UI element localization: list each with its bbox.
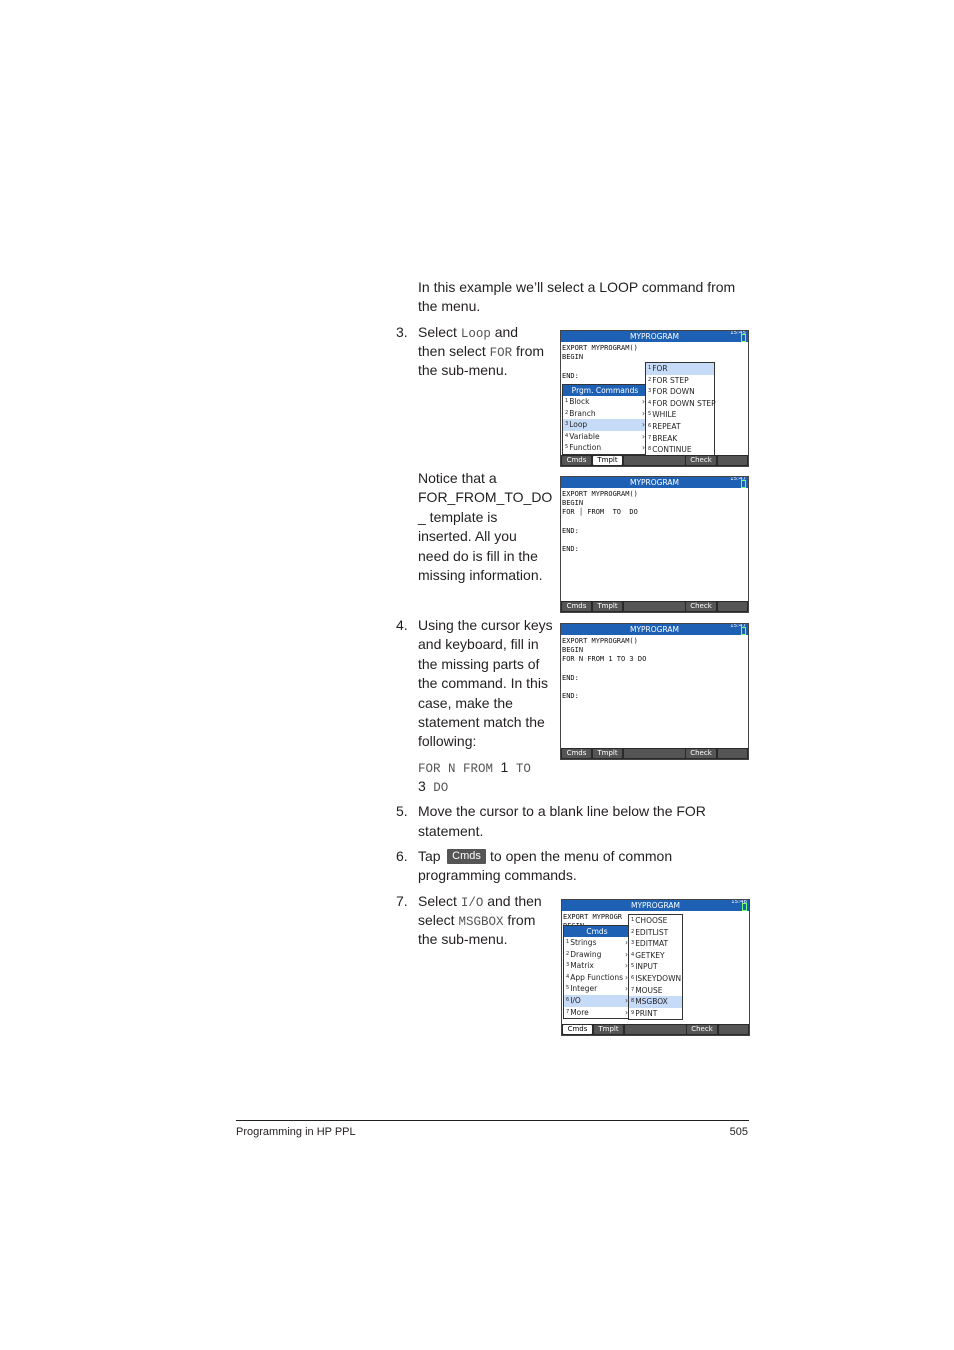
clock-readout: 15:45: [730, 330, 746, 336]
step-7-line-3: the sub-menu.: [418, 931, 508, 947]
menu-item-number: 2: [565, 409, 569, 416]
menu-item-label: Variable: [569, 431, 600, 441]
command-menu: [562, 384, 648, 455]
sub-menu-item[interactable]: [629, 927, 682, 939]
step-3-line-2: then select FOR from: [418, 343, 545, 360]
sub-menu-item-number: 1: [648, 365, 652, 371]
notice-line: need do is fill in the: [418, 547, 538, 564]
sub-menu-item[interactable]: [646, 375, 714, 387]
sub-menu-item[interactable]: [629, 985, 682, 997]
sub-menu-item[interactable]: [646, 386, 714, 398]
sub-menu-item-label: MOUSE: [635, 985, 663, 995]
menu-item[interactable]: [564, 1007, 630, 1019]
chevron-right-icon: ›: [625, 1007, 628, 1017]
sub-menu-item[interactable]: [629, 915, 682, 927]
menu-item-label: Function: [569, 443, 602, 453]
menu-item-label: Integer: [570, 984, 598, 994]
chevron-right-icon: ›: [642, 408, 645, 418]
sub-menu-item-label: FOR: [652, 364, 668, 373]
sub-menu-item-number: 5: [648, 411, 652, 418]
sub-menu-item-number: 8: [631, 998, 635, 1005]
menu-item[interactable]: [564, 995, 630, 1007]
sub-menu-item-label: GETKEY: [635, 950, 665, 960]
sub-menu-item-label: ISKEYDOWN: [635, 973, 682, 983]
sub-menu-item-number: 9: [631, 1009, 635, 1016]
soft-key-4[interactable]: Check: [686, 456, 716, 465]
command-menu: [563, 925, 631, 1019]
code-line: BEGIN: [562, 499, 584, 508]
calculator-screen-for-template: [560, 476, 749, 613]
menu-item-number: 3: [565, 421, 569, 428]
battery-icon: [741, 480, 746, 488]
sub-menu-item-number: 8: [648, 446, 652, 453]
sub-menu-item-label: FOR STEP: [652, 375, 689, 385]
step-4-line: case, make the: [418, 694, 513, 711]
step-4-line: Using the cursor keys: [418, 617, 553, 633]
notice-line: FOR_FROM_TO_DO: [418, 489, 553, 506]
code-line: END:: [562, 673, 579, 682]
code-line: END:: [562, 545, 579, 554]
code-line: EXPORT MYPROGRAM(): [562, 637, 638, 645]
sub-menu-item-number: 6: [648, 422, 652, 429]
soft-key-3[interactable]: [624, 456, 685, 465]
menu-item[interactable]: [563, 419, 647, 431]
step-7-number: 7.: [396, 893, 408, 909]
chevron-right-icon: ›: [642, 431, 645, 441]
soft-key-1[interactable]: Cmds: [563, 1025, 592, 1034]
menu-item-number: 2: [566, 950, 570, 957]
chevron-right-icon: ›: [625, 995, 628, 1005]
sub-menu-item-label: INPUT: [635, 962, 658, 972]
sub-menu-item-label: CONTINUE: [652, 445, 692, 455]
step-4-line: statement match the: [418, 714, 545, 730]
sub-menu-item-label: BREAK: [652, 433, 678, 443]
soft-key-bar: [561, 601, 748, 612]
soft-key-2[interactable]: Tmplt: [593, 749, 622, 758]
footer-left: Programming in HP PPL: [236, 1126, 356, 1138]
screen-title: MYPROGRAM: [561, 331, 748, 342]
soft-key-4[interactable]: Check: [687, 1025, 717, 1034]
step-4-code-line-2: 3 DO: [418, 778, 449, 795]
menu-title: Cmds: [564, 926, 630, 937]
sub-menu-item-number: 7: [631, 986, 635, 993]
menu-item-label: App Functions: [570, 972, 624, 982]
clock-readout: 15:47: [730, 476, 746, 482]
sub-menu-item[interactable]: [629, 938, 682, 950]
menu-title: Prgm. Commands: [563, 385, 647, 396]
soft-key-5[interactable]: [718, 749, 747, 758]
chevron-right-icon: ›: [625, 938, 628, 947]
calculator-screen-io-menu: [561, 899, 750, 1036]
code-line: BEGIN: [562, 646, 584, 655]
step-3-line-3: the sub-menu.: [418, 362, 508, 378]
sub-menu-item-label: EDITMAT: [635, 939, 669, 949]
chevron-right-icon: ›: [642, 420, 645, 430]
chevron-right-icon: ›: [625, 972, 628, 982]
footer-page-number: 505: [729, 1126, 748, 1138]
soft-key-2[interactable]: Tmplt: [593, 456, 622, 465]
sub-menu-item-label: EDITLIST: [635, 927, 669, 937]
step-3-number: 3.: [396, 324, 408, 340]
sub-menu-item-number: 3: [648, 388, 652, 395]
sub-menu-item-number: 4: [631, 951, 635, 958]
menu-item[interactable]: [564, 983, 630, 995]
clock-readout: 15:47: [730, 623, 746, 629]
sub-menu-item[interactable]: [629, 973, 682, 985]
sub-menu-item-label: FOR DOWN STEP: [652, 398, 716, 408]
sub-menu-item[interactable]: [646, 444, 714, 456]
menu-item[interactable]: [563, 396, 647, 408]
sub-menu-item[interactable]: [646, 433, 714, 445]
menu-item[interactable]: [564, 949, 630, 961]
sub-menu-item-number: 2: [631, 928, 635, 935]
menu-item-number: 4: [566, 973, 570, 980]
intro-line-1: In this example we’ll select a LOOP command from: [418, 279, 736, 295]
menu-item[interactable]: [564, 937, 630, 949]
sub-menu-item-label: PRINT: [635, 1008, 658, 1018]
cmds-button[interactable]: Cmds: [447, 849, 486, 864]
menu-item-number: 3: [566, 962, 570, 969]
calculator-screen-for-filled: [560, 623, 749, 760]
soft-key-bar: [561, 748, 748, 759]
code-line: BEGIN: [562, 353, 584, 362]
sub-menu-item-number: 6: [631, 974, 635, 981]
step-5-number: 5.: [396, 803, 408, 819]
menu-item-label: Block: [569, 397, 590, 406]
soft-key-1[interactable]: Cmds: [562, 456, 591, 465]
step-4-number: 4.: [396, 617, 408, 633]
battery-icon: [741, 334, 746, 342]
soft-key-5[interactable]: [718, 602, 747, 611]
menu-item-label: Matrix: [570, 961, 594, 971]
chevron-right-icon: ›: [625, 984, 628, 994]
step-6-line-1: to open the menu of common: [490, 848, 673, 864]
menu-item[interactable]: [563, 431, 647, 443]
sub-menu-item-number: 5: [631, 963, 635, 970]
step-4-line: and keyboard, fill in: [418, 636, 539, 653]
soft-key-1[interactable]: Cmds: [562, 602, 591, 611]
step-6-tap: Tap: [418, 848, 441, 864]
menu-item-label: More: [570, 1007, 589, 1017]
menu-item-number: 1: [566, 939, 570, 945]
step-4-line: the missing parts of: [418, 655, 540, 672]
step-7-line-2: select MSGBOX from: [418, 912, 536, 929]
chevron-right-icon: ›: [642, 397, 645, 406]
sub-menu: [628, 914, 683, 1020]
sub-menu-item[interactable]: [629, 996, 682, 1008]
soft-key-4[interactable]: Check: [686, 749, 716, 758]
chevron-right-icon: ›: [625, 961, 628, 971]
sub-menu-item-number: 4: [648, 399, 652, 406]
soft-key-4[interactable]: Check: [686, 602, 716, 611]
step-7-line-1: Select I/O and then: [418, 893, 542, 910]
clock-readout: 15:48: [731, 899, 747, 905]
soft-key-3[interactable]: [624, 749, 685, 758]
sub-menu: [645, 362, 715, 457]
soft-key-bar: [562, 1024, 749, 1035]
soft-key-2[interactable]: Tmplt: [593, 602, 622, 611]
calculator-screen-loop-menu: [560, 330, 749, 467]
screen-title: MYPROGRAM: [561, 477, 748, 488]
sub-menu-item-label: FOR DOWN: [652, 387, 695, 397]
sub-menu-item-label: CHOOSE: [635, 916, 668, 925]
sub-menu-item[interactable]: [646, 409, 714, 421]
sub-menu-item-label: MSGBOX: [635, 997, 668, 1007]
menu-item-number: 6: [566, 996, 570, 1003]
chevron-right-icon: ›: [625, 949, 628, 959]
sub-menu-item[interactable]: [629, 950, 682, 962]
menu-item-label: Branch: [569, 408, 596, 418]
step-4-line: following:: [418, 733, 477, 750]
soft-key-5[interactable]: [718, 456, 747, 465]
sub-menu-item[interactable]: [629, 1008, 682, 1020]
menu-item-label: Loop: [569, 420, 588, 430]
code-line: EXPORT MYPROGRAM(): [562, 344, 638, 352]
menu-item[interactable]: [563, 408, 647, 420]
step-4-line: the command. In this: [418, 675, 548, 692]
menu-item-number: 1: [565, 398, 569, 404]
menu-item-number: 7: [566, 1008, 570, 1015]
menu-item-label: Strings: [570, 938, 597, 947]
code-line: EXPORT MYPROGR: [563, 913, 623, 921]
battery-icon: [741, 627, 746, 635]
code-line: END:: [562, 371, 579, 380]
code-line: END:: [562, 526, 579, 535]
step-3-line-1: Select Loop and: [418, 324, 519, 341]
menu-item-number: 4: [565, 432, 569, 439]
step-5-line-2: statement.: [418, 823, 484, 839]
step-5-line-1: Move the cursor to a blank line below the FOR: [418, 803, 706, 819]
notice-line: missing information.: [418, 567, 543, 583]
battery-icon: [742, 903, 747, 911]
sub-menu-item-number: 1: [631, 917, 635, 923]
sub-menu-item-number: 2: [648, 376, 652, 383]
intro-line-2: the menu.: [418, 298, 481, 314]
step-6-number: 6.: [396, 848, 408, 864]
soft-key-bar: [561, 455, 748, 466]
notice-line: inserted. All you: [418, 528, 517, 545]
step-4-code-line-1: FOR N FROM 1 TO: [418, 759, 531, 776]
menu-item-number: 5: [565, 444, 569, 451]
code-line: FOR N FROM 1 TO 3 DO: [562, 655, 647, 664]
notice-line: _ template is: [418, 508, 498, 525]
code-line: END:: [562, 692, 579, 701]
menu-item-label: Drawing: [570, 949, 602, 959]
code-line: FOR │ FROM TO DO: [562, 508, 638, 517]
sub-menu-item-label: REPEAT: [652, 421, 681, 431]
sub-menu-item-number: 3: [631, 940, 635, 947]
sub-menu-item[interactable]: [646, 398, 714, 410]
soft-key-3[interactable]: [624, 602, 685, 611]
code-line: EXPORT MYPROGRAM(): [562, 490, 638, 498]
menu-item[interactable]: [563, 442, 647, 454]
soft-key-2[interactable]: Tmplt: [594, 1025, 623, 1034]
footer-rule: [236, 1120, 749, 1121]
menu-item[interactable]: [564, 960, 630, 972]
soft-key-1[interactable]: Cmds: [562, 749, 591, 758]
screen-title: MYPROGRAM: [561, 624, 748, 635]
sub-menu-item-number: 7: [648, 434, 652, 441]
step-6-line-2: programming commands.: [418, 867, 577, 883]
screen-title: MYPROGRAM: [562, 900, 749, 911]
menu-item[interactable]: [564, 972, 630, 984]
notice-line: Notice that a: [418, 470, 497, 486]
soft-key-3[interactable]: [625, 1025, 686, 1034]
sub-menu-item[interactable]: [629, 961, 682, 973]
soft-key-5[interactable]: [719, 1025, 748, 1034]
menu-item-label: I/O: [570, 995, 581, 1005]
menu-item-number: 5: [566, 985, 570, 992]
sub-menu-item-label: WHILE: [652, 410, 677, 420]
sub-menu-item[interactable]: [646, 421, 714, 433]
chevron-right-icon: ›: [642, 443, 645, 453]
sub-menu-item[interactable]: [646, 363, 714, 375]
